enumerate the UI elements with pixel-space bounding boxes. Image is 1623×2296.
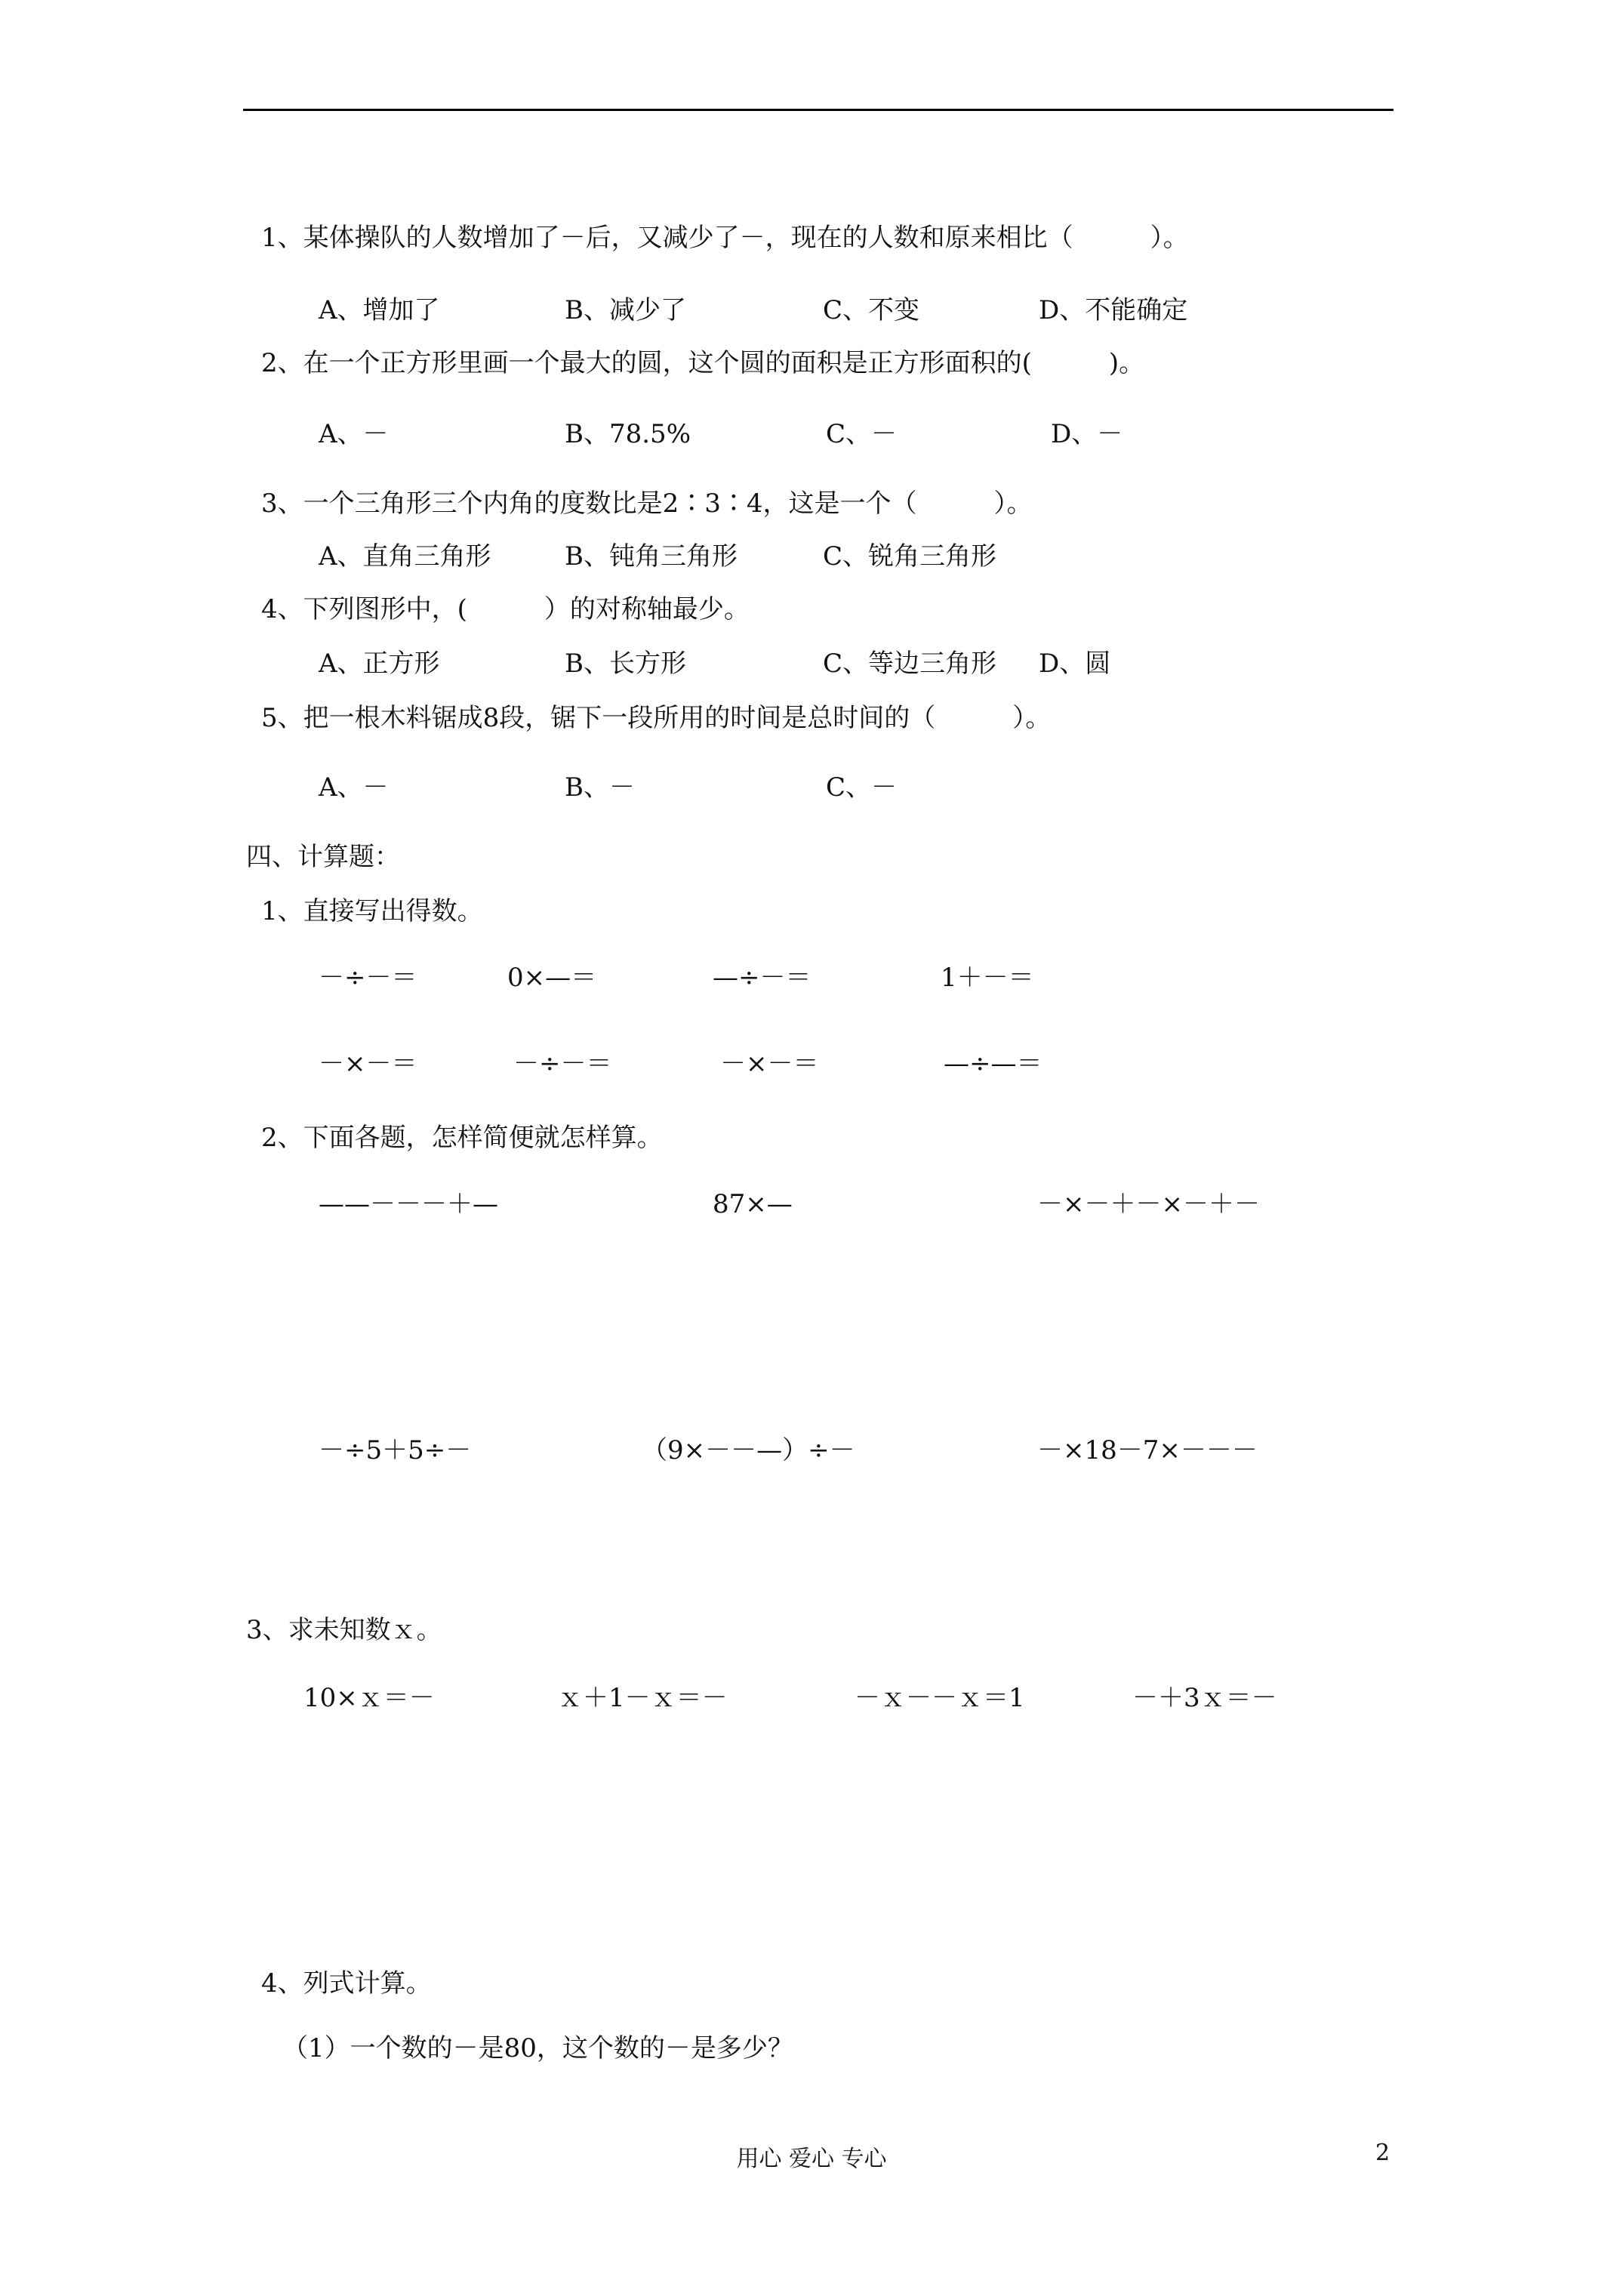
q1-row2-expr-2: －÷－＝ (513, 1049, 612, 1079)
q3-equation-4: －＋3ｘ＝－ (1132, 1683, 1277, 1713)
mc3-option-a: A、直角三角形 (319, 541, 491, 572)
mc3-option-c: C、锐角三角形 (823, 541, 997, 572)
q2-row2-expr-2: （9×－－—）÷－ (642, 1435, 855, 1465)
mc5-option-b: B、－ (565, 772, 635, 803)
mc-question-1: 1、某体操队的人数增加了－后，又减少了－，现在的人数和原来相比（ ）。 (261, 223, 1189, 253)
mc4-option-a: A、正方形 (319, 649, 440, 679)
page-number: 2 (1375, 2140, 1390, 2166)
mc2-option-d: D、－ (1051, 419, 1123, 449)
q1-row2-expr-1: －×－＝ (319, 1049, 417, 1079)
q1-row2-expr-3: －×－＝ (720, 1049, 819, 1079)
mc4-option-c: C、等边三角形 (823, 649, 997, 679)
mc2-option-b: B、78.5% (565, 419, 691, 449)
mc4-option-d: D、圆 (1039, 649, 1111, 679)
q2-row1-expr-1: ——－－－＋— (319, 1189, 498, 1219)
mc4-option-b: B、长方形 (565, 649, 686, 679)
calc-q4-sub1: （1）一个数的－是80，这个数的－是多少？ (282, 2033, 793, 2063)
header-rule (243, 109, 1394, 111)
mc2-option-c: C、－ (826, 419, 898, 449)
q1-row1-expr-1: －÷－＝ (319, 963, 417, 993)
calc-q2-title: 2、下面各题，怎样简便就怎样算。 (261, 1123, 663, 1153)
section-title: 四、计算题： (246, 842, 400, 872)
q3-equation-3: －ｘ－－ｘ＝1 (855, 1683, 1025, 1713)
mc2-option-a: A、－ (319, 419, 389, 449)
q1-row1-expr-3: —÷－＝ (713, 963, 812, 993)
mc3-option-b: B、钝角三角形 (565, 541, 738, 572)
mc5-option-a: A、－ (319, 772, 389, 803)
q2-row2-expr-1: －÷5＋5÷－ (319, 1435, 472, 1465)
q2-row1-expr-2: 87×— (713, 1189, 793, 1219)
mc1-option-b: B、减少了 (565, 295, 686, 325)
mc5-option-c: C、－ (826, 772, 898, 803)
q3-equation-2: ｘ＋1－ｘ＝－ (557, 1683, 728, 1713)
mc1-option-d: D、不能确定 (1039, 295, 1188, 325)
mc1-option-c: C、不变 (823, 295, 920, 325)
mc-question-5: 5、把一根木料锯成8段，锯下一段所用的时间是总时间的（ ）。 (261, 703, 1052, 733)
q1-row1-expr-2: 0×—＝ (507, 963, 597, 993)
calc-q3-title: 3、求未知数ｘ。 (246, 1615, 442, 1645)
mc1-option-a: A、增加了 (319, 295, 440, 325)
q1-row2-expr-4: —÷—＝ (944, 1049, 1042, 1079)
q2-row1-expr-3: －×－＋－×－＋－ (1037, 1189, 1260, 1219)
q2-row2-expr-3: －×18－7×－－－ (1037, 1435, 1258, 1465)
q3-equation-1: 10×ｘ＝－ (303, 1683, 435, 1713)
footer-text: 用心 爱心 专心 (736, 2146, 887, 2172)
q1-row1-expr-4: 1＋－＝ (941, 963, 1034, 993)
mc-question-3: 3、一个三角形三个内角的度数比是2∶3∶4，这是一个（ ）。 (261, 488, 1033, 519)
mc-question-4: 4、下列图形中，( ）的对称轴最少。 (261, 594, 750, 624)
calc-q4-title: 4、列式计算。 (261, 1968, 432, 1999)
calc-q1-title: 1、直接写出得数。 (261, 896, 483, 926)
mc-question-2: 2、在一个正方形里画一个最大的圆，这个圆的面积是正方形面积的( )。 (261, 348, 1145, 378)
